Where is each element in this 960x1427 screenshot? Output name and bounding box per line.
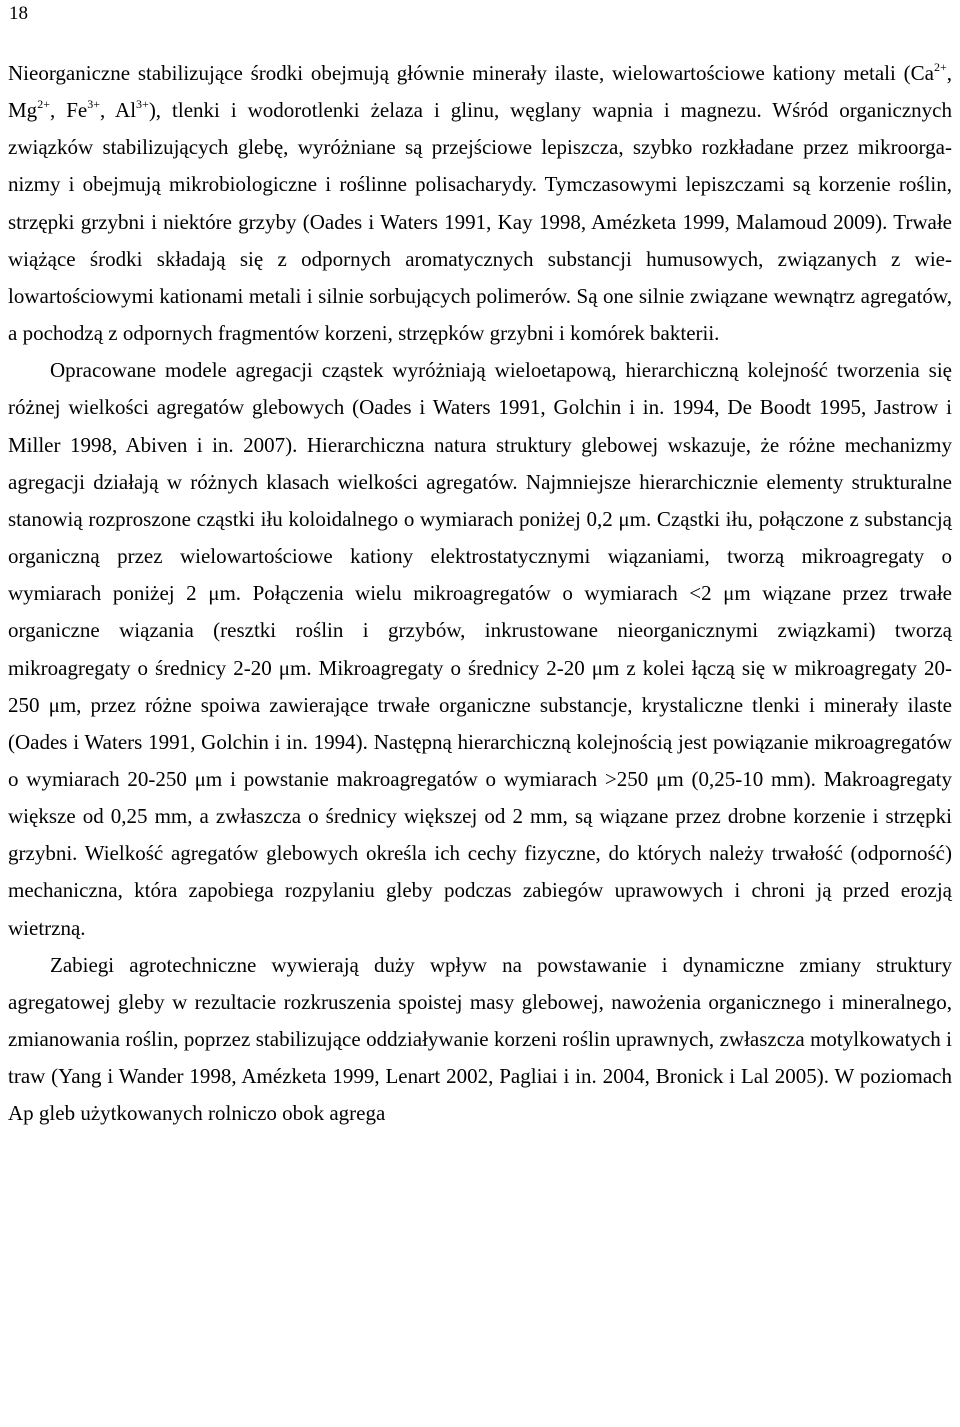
paragraph-3: Zabiegi agrotechniczne wywierają duży wpływ na powstawanie i dynamiczne zmiany struktury agregatowej gleby w rezultacie rozkruszenia spoistej masy glebowej, nawożenia organicznego i mineralnego, zmianowania roślin, poprzez stabilizujące oddziaływanie korzeni roślin uprawnych, zwłaszcza motylkowatych i traw (Yang i Wander 1998, Amézketa 1999, Lenart 2002, Pagliai i in. 2004, Bronick i Lal 2005). W poziomach Ap gleb użytkowanych rolniczo obok agrega	[8, 952, 952, 1126]
paragraph-1-rest: ), tlenki i wodorotlenki żelaza i glinu, węglany wapnia i magnezu. Wśród organicznych związków stabilizujących glebę, wyróżniane są przejściowe lepiszcza, szybko rozkładane przez mikroorganizmy i obejmują mikrobiologiczne i roślinne polisacharydy. Tymczasowymi lepiszczami są korzenie roślin, strzępki grzybni i niektóre grzyby (Oades i Waters 1991, Kay 1998, Amézketa 1999, Malamoud 2009). Trwałe wiążące środki składają się z odpornych aromatycznych substancji humusowych, związanych z wielowartościowymi kationami metali i silnie sorbujących polimerów. Są one silnie związane wewnątrz agregatów, a pochodzą z odpornych fragmentów korzeni, strzępków grzybni i komórek bakterii.	[8, 98, 952, 346]
ion-mg	[8, 98, 66, 122]
ion-symbol: Ca	[910, 61, 934, 85]
ion-symbol: Mg	[8, 98, 38, 123]
paragraph-1	[8, 55, 952, 352]
ion-separator: ,	[99, 98, 116, 123]
ion-charge: 2+	[37, 97, 50, 112]
paragraph-1-intro: Nieorganiczne stabilizujące środki obejmują głównie minerały ilaste, wielowartościowe kationy metali (	[8, 61, 911, 85]
body-text	[8, 55, 952, 1133]
page-number: 18	[9, 3, 28, 24]
ion-ca	[911, 61, 952, 85]
ion-charge: 3+	[136, 97, 149, 112]
ion-fe	[66, 98, 115, 122]
paragraph-2: Opracowane modele agregacji cząstek wyróżniają wieloetapową, hierarchiczną kolejność tworzenia się różnej wielkości agregatów glebowych (Oades i Waters 1991, Golchin i in. 1994, De Boodt 1995, Jastrow i Miller 1998, Abiven i in. 2007). Hierarchiczna natura struktury glebowej wskazuje, że różne mechanizmy agregacji działają w różnych klasach wielkości agregatów. Najmniejsze hierarchicznie elementy strukturalne stanowią rozproszone cząstki iłu koloidalnego o wymiarach poniżej 0,2 μm. Cząstki iłu, połączone z substancją organiczną przez wielowartościowe kationy elektrostatycznymi wiązaniami, tworzą mikroagregaty o wymiarach poniżej 2 μm. Połączenia wielu mikroagregatów o wymiarach <2 μm wiązane przez trwałe organiczne wiązania (resztki roślin i grzybów, inkrustowane nieorganicznymi związkami) tworzą mikroagregaty o średnicy 2-20 μm. Mikroagregaty o średnicy 2-20 μm z kolei łączą się w mikroagregaty 20-250 μm, przez różne spoiwa zawierające trwałe organiczne substancje, krystaliczne tlenki i minerały ilaste (Oades i Waters 1991, Golchin i in. 1994). Następną hierarchiczną kolejnością jest powiązanie mikroagregatów o wymiarach 20-250 μm i powstanie makroagregatów o wymiarach >250 μm (0,25-10 mm). Makroagregaty większe od 0,25 mm, a zwłaszcza o średnicy większej od 2 mm, są wiązane przez drobne korzenie i strzępki grzybni. Wielkość agregatów glebowych określa ich cechy fizyczne, do których należy trwałość (odporność) mechaniczna, która zapobiega rozpylaniu gleby podczas zabiegów uprawowych i chroni ją przed erozją wietrzną.	[8, 358, 952, 940]
ion-charge: 3+	[87, 97, 100, 112]
ion-symbol: Fe	[66, 98, 88, 123]
ion-charge: 2+	[933, 60, 947, 74]
ion-separator: ,	[49, 98, 67, 123]
ion-symbol: Al	[115, 98, 137, 123]
ion-separator: ,	[946, 61, 952, 85]
ion-al	[115, 98, 149, 122]
